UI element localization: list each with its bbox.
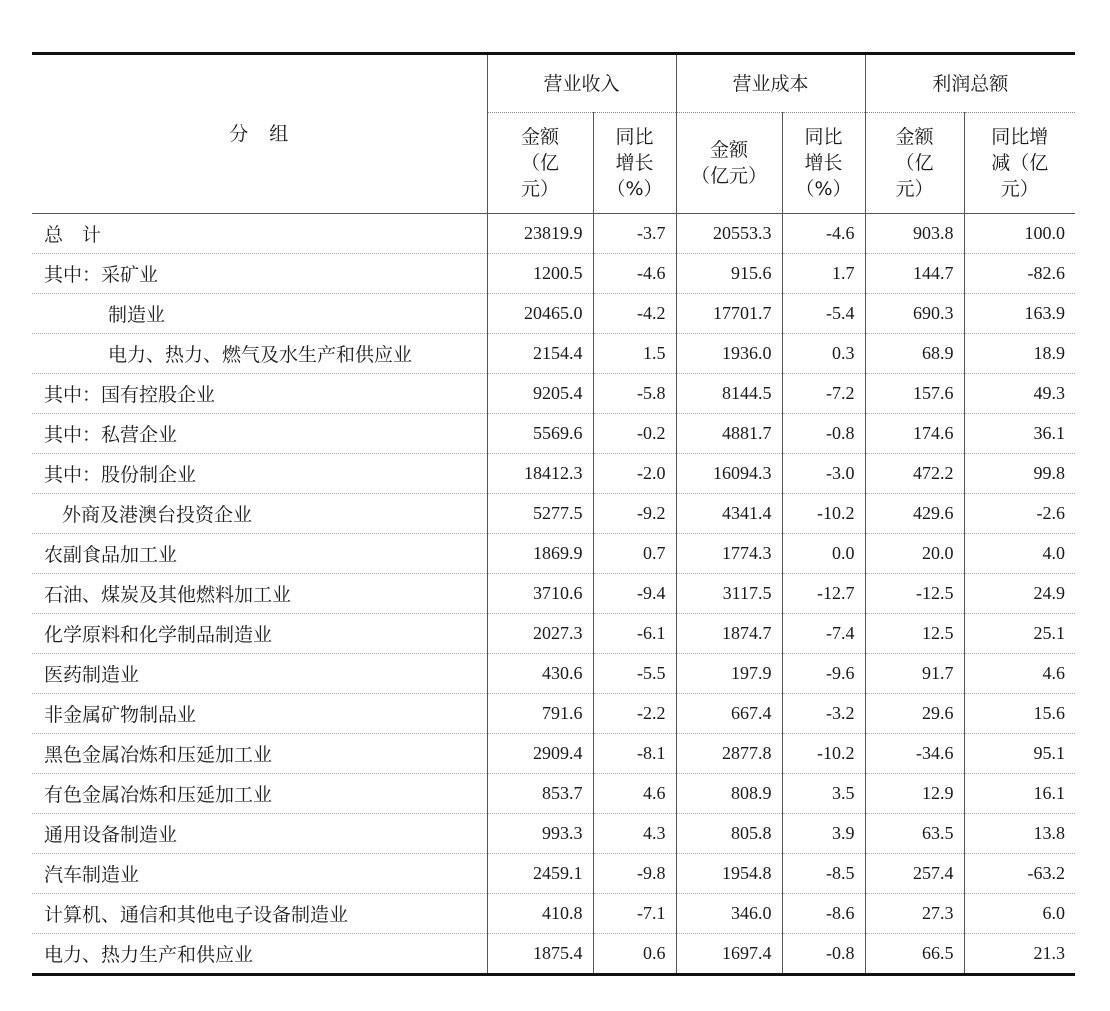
profit-amount-cell: 429.6 — [865, 494, 964, 534]
table-row — [32, 574, 1075, 614]
profit-amount-cell: 12.9 — [865, 774, 964, 814]
table-row — [32, 334, 1075, 374]
table-row — [32, 534, 1075, 574]
profit-change-cell: 4.0 — [964, 534, 1075, 574]
table-row — [32, 934, 1075, 975]
profit-change-cell: 6.0 — [964, 894, 1075, 934]
revenue-yoy-cell: -4.6 — [593, 254, 676, 294]
revenue-amount-cell: 430.6 — [487, 654, 593, 694]
revenue-yoy-cell: 1.5 — [593, 334, 676, 374]
profit-amount-cell: 144.7 — [865, 254, 964, 294]
cost-yoy-cell: -5.4 — [782, 294, 865, 334]
revenue-yoy-cell: 0.7 — [593, 534, 676, 574]
revenue-yoy-cell: -5.8 — [593, 374, 676, 414]
profit-amount-cell: -12.5 — [865, 574, 964, 614]
profit-amount-header: 金额 （亿 元） — [865, 113, 964, 214]
cost-amount-cell: 4881.7 — [676, 414, 782, 454]
cost-amount-cell: 1936.0 — [676, 334, 782, 374]
row-label: 总 计 — [32, 214, 487, 254]
table-row — [32, 894, 1075, 934]
revenue-amount-cell: 1200.5 — [487, 254, 593, 294]
cost-yoy-cell: 1.7 — [782, 254, 865, 294]
row-label: 外商及港澳台投资企业 — [32, 494, 487, 534]
statistics-table — [32, 52, 1075, 976]
cost-amount-cell: 346.0 — [676, 894, 782, 934]
cost-yoy-cell: -7.2 — [782, 374, 865, 414]
cost-amount-cell: 808.9 — [676, 774, 782, 814]
profit-amount-cell: 157.6 — [865, 374, 964, 414]
profit-amount-cell: 174.6 — [865, 414, 964, 454]
cost-amount-cell: 8144.5 — [676, 374, 782, 414]
revenue-yoy-cell: -9.8 — [593, 854, 676, 894]
revenue-yoy-cell: -0.2 — [593, 414, 676, 454]
table-header — [32, 54, 1075, 214]
revenue-amount-cell: 1869.9 — [487, 534, 593, 574]
cost-yoy-cell: 0.0 — [782, 534, 865, 574]
cost-yoy-cell: -0.8 — [782, 934, 865, 975]
table-row — [32, 774, 1075, 814]
row-label: 制造业 — [32, 294, 487, 334]
cost-yoy-cell: -10.2 — [782, 734, 865, 774]
row-label: 电力、热力生产和供应业 — [32, 934, 487, 975]
revenue-group-header: 营业收入 — [487, 54, 676, 113]
cost-yoy-cell: -10.2 — [782, 494, 865, 534]
revenue-yoy-cell: -9.4 — [593, 574, 676, 614]
cost-amount-cell: 1954.8 — [676, 854, 782, 894]
revenue-amount-cell: 2027.3 — [487, 614, 593, 654]
revenue-amount-cell: 1875.4 — [487, 934, 593, 975]
revenue-yoy-cell: -2.2 — [593, 694, 676, 734]
profit-group-header: 利润总额 — [865, 54, 1075, 113]
cost-yoy-cell: -9.6 — [782, 654, 865, 694]
revenue-amount-cell: 2909.4 — [487, 734, 593, 774]
revenue-yoy-cell: 0.6 — [593, 934, 676, 975]
cost-amount-cell: 20553.3 — [676, 214, 782, 254]
table-row — [32, 454, 1075, 494]
profit-change-cell: 21.3 — [964, 934, 1075, 975]
cost-amount-cell: 3117.5 — [676, 574, 782, 614]
cost-amount-cell: 1874.7 — [676, 614, 782, 654]
revenue-yoy-cell: -4.2 — [593, 294, 676, 334]
profit-change-header: 同比增 减（亿 元） — [964, 113, 1075, 214]
profit-change-cell: 4.6 — [964, 654, 1075, 694]
table-row — [32, 814, 1075, 854]
profit-amount-cell: 66.5 — [865, 934, 964, 975]
revenue-amount-cell: 18412.3 — [487, 454, 593, 494]
profit-amount-cell: 68.9 — [865, 334, 964, 374]
cost-amount-cell: 4341.4 — [676, 494, 782, 534]
row-label: 通用设备制造业 — [32, 814, 487, 854]
profit-amount-cell: 12.5 — [865, 614, 964, 654]
revenue-amount-cell: 853.7 — [487, 774, 593, 814]
revenue-amount-cell: 23819.9 — [487, 214, 593, 254]
cost-group-header: 营业成本 — [676, 54, 865, 113]
table-row — [32, 614, 1075, 654]
table-body — [32, 214, 1075, 975]
revenue-amount-cell: 2459.1 — [487, 854, 593, 894]
cost-yoy-cell: -0.8 — [782, 414, 865, 454]
revenue-amount-cell: 410.8 — [487, 894, 593, 934]
profit-amount-cell: 472.2 — [865, 454, 964, 494]
row-label: 其中：采矿业 — [32, 254, 487, 294]
cost-amount-cell: 915.6 — [676, 254, 782, 294]
profit-change-cell: -2.6 — [964, 494, 1075, 534]
row-label: 汽车制造业 — [32, 854, 487, 894]
profit-amount-cell: 63.5 — [865, 814, 964, 854]
revenue-amount-cell: 993.3 — [487, 814, 593, 854]
row-label: 有色金属冶炼和压延加工业 — [32, 774, 487, 814]
table-row — [32, 854, 1075, 894]
revenue-amount-cell: 791.6 — [487, 694, 593, 734]
revenue-amount-cell: 20465.0 — [487, 294, 593, 334]
profit-change-cell: -63.2 — [964, 854, 1075, 894]
profit-amount-cell: 29.6 — [865, 694, 964, 734]
revenue-amount-cell: 5569.6 — [487, 414, 593, 454]
profit-change-cell: 100.0 — [964, 214, 1075, 254]
row-label: 农副食品加工业 — [32, 534, 487, 574]
row-label: 医药制造业 — [32, 654, 487, 694]
table-row — [32, 734, 1075, 774]
revenue-yoy-cell: 4.3 — [593, 814, 676, 854]
cost-yoy-cell: -3.2 — [782, 694, 865, 734]
revenue-yoy-cell: -3.7 — [593, 214, 676, 254]
profit-amount-cell: 903.8 — [865, 214, 964, 254]
cost-amount-header: 金额 （亿元） — [676, 113, 782, 214]
cost-amount-cell: 805.8 — [676, 814, 782, 854]
profit-change-cell: 36.1 — [964, 414, 1075, 454]
revenue-yoy-cell: -7.1 — [593, 894, 676, 934]
cost-amount-cell: 197.9 — [676, 654, 782, 694]
table-row — [32, 254, 1075, 294]
profit-amount-cell: -34.6 — [865, 734, 964, 774]
cost-yoy-cell: 3.9 — [782, 814, 865, 854]
table-row — [32, 294, 1075, 334]
cost-yoy-cell: -3.0 — [782, 454, 865, 494]
cost-yoy-cell: -8.6 — [782, 894, 865, 934]
cost-yoy-header: 同比 增长 （%） — [782, 113, 865, 214]
cost-yoy-cell: -4.6 — [782, 214, 865, 254]
cost-amount-cell: 667.4 — [676, 694, 782, 734]
profit-change-cell: -82.6 — [964, 254, 1075, 294]
profit-change-cell: 99.8 — [964, 454, 1075, 494]
profit-change-cell: 24.9 — [964, 574, 1075, 614]
row-label: 计算机、通信和其他电子设备制造业 — [32, 894, 487, 934]
revenue-amount-cell: 9205.4 — [487, 374, 593, 414]
cost-amount-cell: 1697.4 — [676, 934, 782, 975]
revenue-amount-cell: 5277.5 — [487, 494, 593, 534]
row-label: 黑色金属冶炼和压延加工业 — [32, 734, 487, 774]
table-row — [32, 214, 1075, 254]
cost-yoy-cell: 0.3 — [782, 334, 865, 374]
cost-yoy-cell: -12.7 — [782, 574, 865, 614]
revenue-yoy-cell: -6.1 — [593, 614, 676, 654]
cost-yoy-cell: -8.5 — [782, 854, 865, 894]
profit-change-cell: 95.1 — [964, 734, 1075, 774]
row-label: 电力、热力、燃气及水生产和供应业 — [32, 334, 487, 374]
cost-amount-cell: 16094.3 — [676, 454, 782, 494]
profit-change-cell: 18.9 — [964, 334, 1075, 374]
revenue-yoy-cell: 4.6 — [593, 774, 676, 814]
row-label: 其中：国有控股企业 — [32, 374, 487, 414]
table-row — [32, 414, 1075, 454]
profit-amount-cell: 91.7 — [865, 654, 964, 694]
revenue-yoy-cell: -8.1 — [593, 734, 676, 774]
table-row — [32, 694, 1075, 734]
profit-amount-cell: 20.0 — [865, 534, 964, 574]
profit-change-cell: 49.3 — [964, 374, 1075, 414]
cost-amount-cell: 1774.3 — [676, 534, 782, 574]
revenue-yoy-cell: -2.0 — [593, 454, 676, 494]
profit-change-cell: 25.1 — [964, 614, 1075, 654]
cost-amount-cell: 2877.8 — [676, 734, 782, 774]
table-row — [32, 654, 1075, 694]
profit-amount-cell: 257.4 — [865, 854, 964, 894]
revenue-amount-cell: 3710.6 — [487, 574, 593, 614]
profit-change-cell: 13.8 — [964, 814, 1075, 854]
revenue-amount-cell: 2154.4 — [487, 334, 593, 374]
revenue-amount-header: 金额 （亿 元） — [487, 113, 593, 214]
profit-amount-cell: 690.3 — [865, 294, 964, 334]
row-label: 其中：股份制企业 — [32, 454, 487, 494]
revenue-yoy-header: 同比 增长 （%） — [593, 113, 676, 214]
row-label: 化学原料和化学制品制造业 — [32, 614, 487, 654]
revenue-yoy-cell: -9.2 — [593, 494, 676, 534]
statistics-table-container — [32, 52, 1075, 976]
table-row — [32, 374, 1075, 414]
revenue-yoy-cell: -5.5 — [593, 654, 676, 694]
cost-yoy-cell: -7.4 — [782, 614, 865, 654]
profit-amount-cell: 27.3 — [865, 894, 964, 934]
group-column-header: 分 组 — [32, 54, 487, 214]
profit-change-cell: 15.6 — [964, 694, 1075, 734]
row-label: 非金属矿物制品业 — [32, 694, 487, 734]
row-label: 其中：私营企业 — [32, 414, 487, 454]
profit-change-cell: 16.1 — [964, 774, 1075, 814]
table-row — [32, 494, 1075, 534]
row-label: 石油、煤炭及其他燃料加工业 — [32, 574, 487, 614]
cost-yoy-cell: 3.5 — [782, 774, 865, 814]
cost-amount-cell: 17701.7 — [676, 294, 782, 334]
profit-change-cell: 163.9 — [964, 294, 1075, 334]
